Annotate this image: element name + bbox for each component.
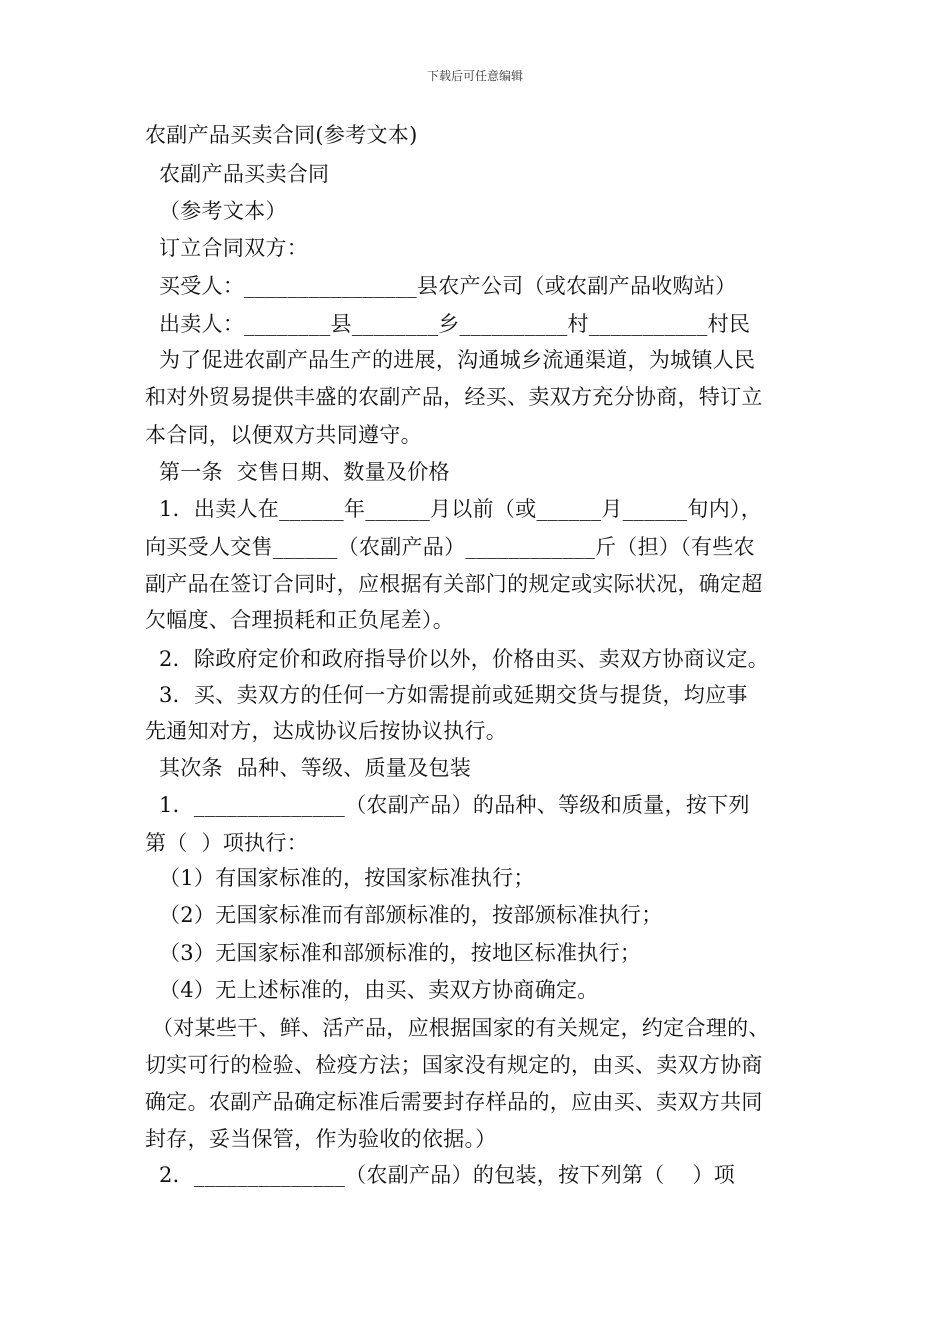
buyer-line: 买受人：________________县农产公司（或农副产品收购站） [145,274,737,298]
page-header: 下载后可任意编辑 [426,69,523,83]
paragraph-line: 为了促进农副产品生产的进展，沟通城乡流通渠道，为城镇人民 [145,348,756,372]
paragraph-line: 3．买、卖双方的任何一方如需提前或延期交货与提货，均应事 [145,683,748,707]
paragraph-line: 1．______________（农副产品）的品种、等级和质量，按下列 [145,793,750,817]
paragraph-line: 本合同，以便双方共同遵守。 [145,423,422,447]
seller-line: 出卖人：________县________乡__________村___________村民 [145,312,751,336]
paragraph-line: 封存，妥当保管，作为验收的依据。） [145,1127,497,1151]
paragraph-line: 2．除政府定价和政府指导价以外，价格由买、卖双方协商议定。 [145,647,770,671]
paragraph-line: 2．______________（农副产品）的包装，按下列第（ ）项 [145,1163,736,1187]
document-title: 农副产品买卖合同(参考文本) [145,123,418,147]
list-item: （1）有国家标准的，按国家标准执行； [145,866,535,890]
paragraph-line: 切实可行的检验、检疫方法；国家没有规定的，由买、卖双方协商 [145,1053,763,1077]
list-item: （4）无上述标准的，由买、卖双方协商确定。 [145,978,599,1002]
paragraph-line: 确定。农副产品确定标准后需要封存样品的，应由买、卖双方共同 [145,1090,763,1114]
paragraph-line: 先通知对方，达成协议后按协议执行。 [145,719,508,743]
paragraph-line: 欠幅度、合理损耗和正负尾差）。 [145,608,454,632]
contract-subtitle: （参考文本） [145,199,287,223]
list-item: （2）无国家标准而有部颁标准的，按部颁标准执行； [145,903,663,927]
paragraph-line: 和对外贸易提供丰盛的农副产品，经买、卖双方充分协商，特订立 [145,385,763,409]
article-heading: 第一条 交售日期、数量及价格 [145,460,450,484]
paragraph-line: （对某些干、鲜、活产品，应根据国家的有关规定，约定合理的、 [145,1016,770,1040]
article-heading: 其次条 品种、等级、质量及包装 [145,756,472,780]
paragraph-line: 第（ ）项执行： [145,831,309,855]
paragraph-line: 订立合同双方： [145,236,309,260]
contract-title: 农副产品买卖合同 [145,162,330,186]
paragraph-line: 向买受人交售______（农副产品）____________斤（担）（有些农 [145,535,755,559]
paragraph-line: 副产品在签订合同时，应根据有关部门的规定或实际状况，确定超 [145,572,763,596]
paragraph-line: 1．出卖人在______年______月以前（或______月______旬内）， [145,497,763,521]
list-item: （3）无国家标准和部颁标准的，按地区标准执行； [145,941,642,965]
